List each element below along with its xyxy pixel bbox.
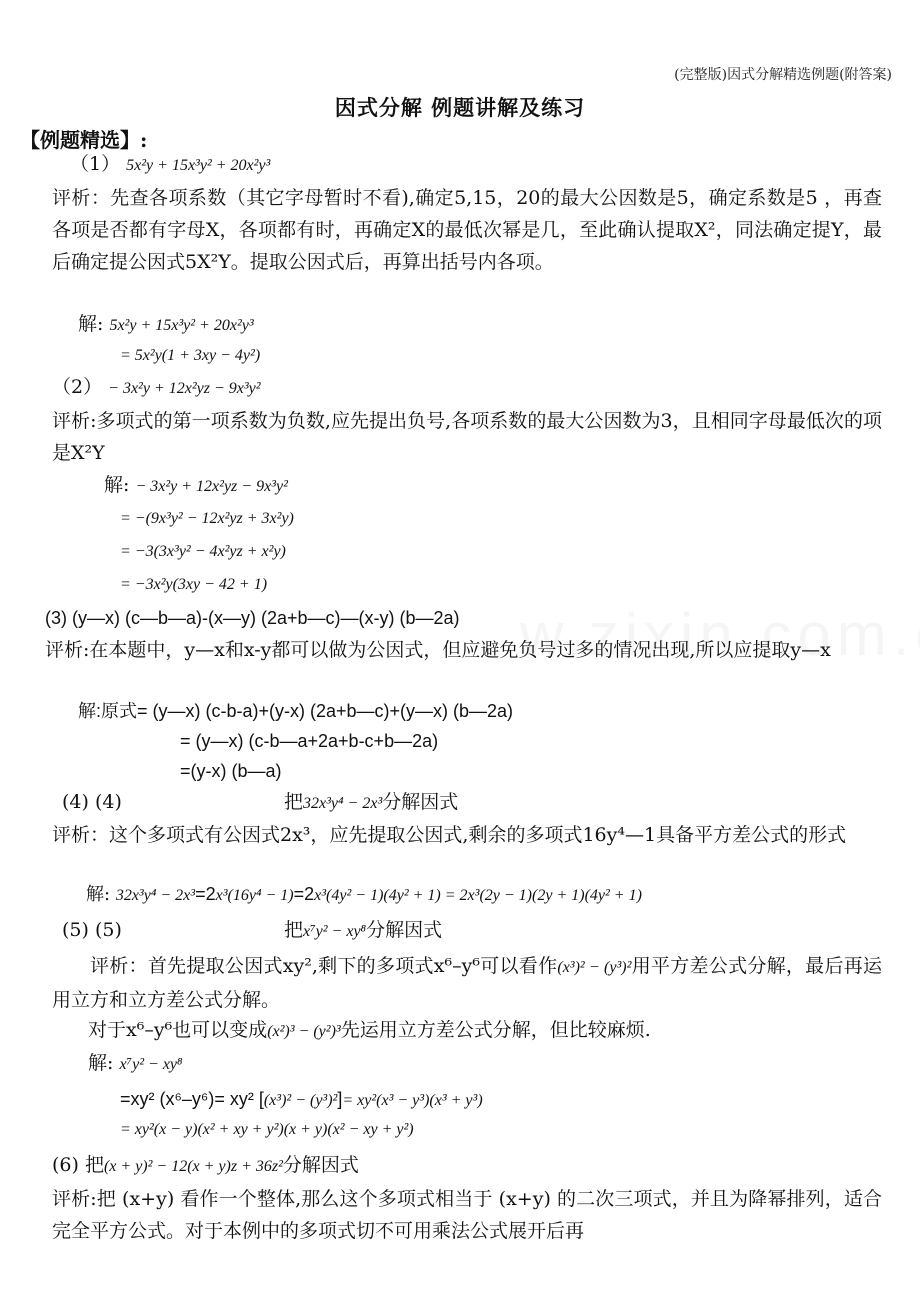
example-2-number: （2） [52,376,103,398]
document-header-note: (完整版)因式分解精选例题(附答案) [674,67,892,83]
example-3-analysis: 评析:在本题中，y—x和x-y都可以做为公因式，但应避免负号过多的情况出现,所以应提取y—x [45,639,831,661]
example-2-solution-label: 解: [104,474,130,496]
example-5-analysis-text-a: 评析：首先提取公因式xy²,剩下的多项式x⁶–y⁶可以看作 [90,955,558,977]
example-2-solution-step-4: = −3x²y(3xy − 42 + 1) [120,576,268,593]
example-1-solution-step-2: = 5x²y(1 + 3xy − 4y²) [120,347,261,364]
example-4-expression: 32x³y⁴ − 2x³ [302,795,383,812]
example-2-solution-step-2: = −(9x³y² − 12x²yz + 3x²y) [120,510,294,527]
example-5-solution-step-1: x⁷y² − xy⁸ [119,1056,183,1073]
section-heading: 【例题精选】: [20,128,148,152]
example-1-solution-step-1: 5x²y + 15x³y² + 20x²y³ [109,317,254,334]
example-2-expression: − 3x²y + 12x²yz − 9x³y² [108,380,261,397]
example-3-solution-step-3: =(y-x) (b—a) [180,761,282,781]
example-5-task-prefix: 把 [283,919,303,941]
example-6-expression: (x + y)² − 12(x + y)z + 36z² [103,1158,283,1175]
example-5-note-text-a: 对于x⁶–y⁶也可以变成 [88,1019,268,1041]
example-3-solution-step-1: 解:原式= (y—x) (c-b-a)+(y-x) (2a+b—c)+(y—x) (b—2a) [78,701,514,721]
example-4-analysis: 评析：这个多项式有公因式2x³，应先提取公因式,剩余的多项式16y⁴—1具备平方差公式的形式 [52,824,847,846]
example-6-number: (6) 把 [52,1154,104,1176]
example-2-solution-step-3: = −3(3x³y² − 4x²yz + x²y) [120,543,286,560]
example-1-solution-line-1 [78,310,254,340]
example-2-solution-line-1 [104,471,288,501]
example-4-solution [86,880,642,910]
example-4-solution-part-e: x³(4y² − 1)(4y² + 1) = 2x³(2y − 1)(2y + 1)(4y² + 1) [314,887,642,904]
example-5-solution-step-2-b: (x³)² − (y³)² [263,1092,338,1109]
example-5-analysis [52,950,882,1016]
example-6-task-suffix: 分解因式 [282,1154,359,1176]
example-5-task-suffix: 分解因式 [366,919,443,941]
example-5-note-text-b: 先运用立方差公式分解，但比较麻烦. [340,1019,651,1041]
page-title: 因式分解 例题讲解及练习 [334,95,586,120]
example-2-analysis: 评析:多项式的第一项系数为负数,应先提出负号,各项系数的最大公因数为3，且相同字母最低次的项是X²Y [52,410,882,464]
example-5-note-expression: (x²)³ − (y²)³ [267,1023,341,1040]
example-4-solution-part-c: x³(16y⁴ − 1) [215,887,294,904]
example-5-solution-line-2 [120,1085,483,1115]
example-1-expression: 5x²y + 15x³y² + 20x²y³ [126,157,271,174]
example-2-solution-step-1: − 3x²y + 12x²yz − 9x³y² [135,478,288,495]
example-5-solution-step-2-d: = xy²(x³ − y³)(x³ + y³) [342,1092,483,1109]
example-6-problem [52,1151,359,1181]
example-3-problem: (3) (y—x) (c—b—a)-(x—y) (2a+b—c)—(x-y) (b—2a) [45,608,460,628]
example-5-analysis-text-b: 用平方差公式分解，最后再运用立方和立方差公式分解。 [52,955,883,1011]
example-1-solution-label: 解: [78,313,104,335]
example-5-solution-label: 解: [88,1052,114,1074]
example-5-problem [62,916,442,946]
example-5-analysis-expression: (x³)² − (y³)² [557,959,632,976]
example-5-solution-step-3: = xy²(x − y)(x² + xy + y²)(x + y)(x² − xy + y²) [120,1121,414,1138]
example-4-task-prefix: 把 [283,791,303,813]
example-1-analysis: 评析：先查各项系数（其它字母暂时不看),确定5,15，20的最大公因数是5，确定系数是5 ，再查各项是否都有字母X，各项都有时，再确定X的最低次幂是几，至此确认提取X²，同法确定提Y，最后确定提公因式5X²Y。提取公因式后，再算出括号内各项。 [52,187,882,273]
example-1-number: （1） [70,153,121,175]
example-5-solution-step-2-c: ] [337,1089,343,1109]
example-4-number: (4) (4) [62,791,122,813]
example-4-solution-part-b: =2 [195,884,216,904]
example-2-problem [52,373,261,403]
example-5-note [88,1016,651,1046]
example-5-expression: x⁷y² − xy⁸ [302,923,367,940]
example-5-solution-line-1 [88,1049,183,1079]
example-1-problem [70,150,270,180]
example-5-number: (5) (5) [62,919,122,941]
example-4-task-suffix: 分解因式 [382,791,459,813]
example-4-solution-part-a: 32x³y⁴ − 2x³ [115,887,196,904]
example-3-solution-step-2: = (y—x) (c-b—a+2a+b-c+b—2a) [180,731,439,751]
example-4-problem [62,788,458,818]
example-5-solution-step-2-a: =xy² (x⁶–y⁶)= xy² [ [120,1089,264,1109]
example-6-analysis: 评析:把 (x+y) 看作一个整体,那么这个多项式相当于 (x+y) 的二次三项式，并且为降幂排列，适合完全平方公式。对于本例中的多项式切不可用乘法公式展开后再 [52,1188,882,1242]
example-4-solution-part-d: =2 [293,884,315,904]
example-4-solution-label: 解: [86,884,111,905]
